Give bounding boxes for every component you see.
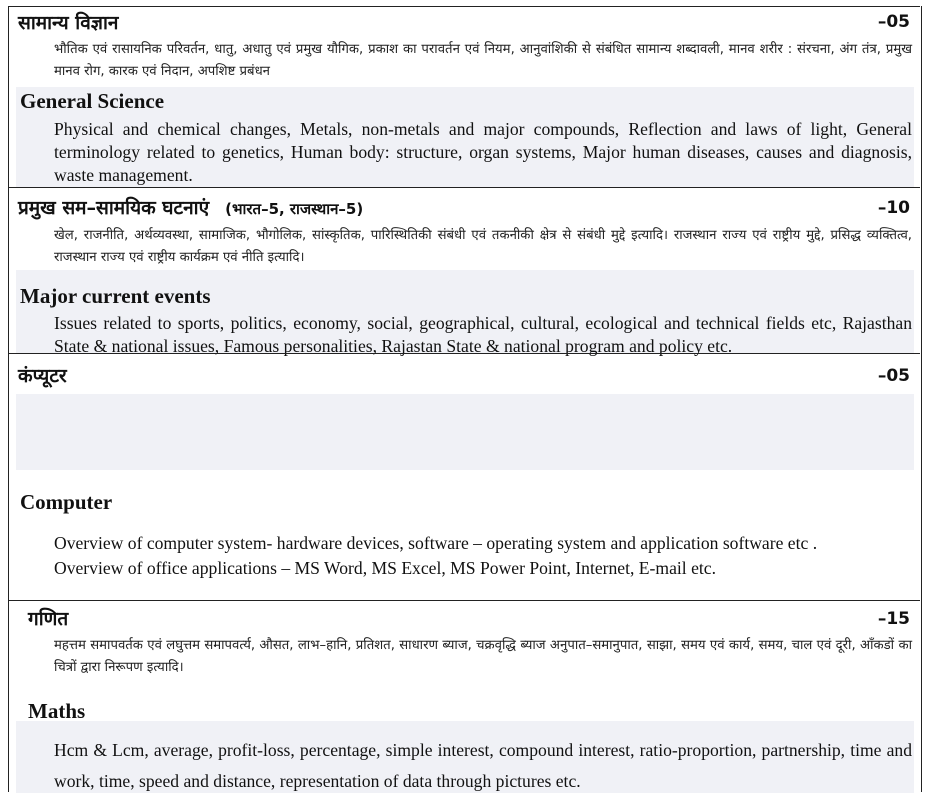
english-title: Major current events (20, 284, 211, 308)
hindi-title: कंप्यूटर (18, 365, 67, 387)
hindi-title: सामान्य विज्ञान (18, 12, 119, 34)
hindi-title-line (18, 194, 363, 220)
hindi-subtitle: (भारत–5, राजस्थान–5) (225, 200, 364, 218)
english-line-2: Overview of office applications – MS Word, MS Excel, MS Power Point, Internet, E-mail etc. (54, 558, 716, 578)
section-computer (8, 353, 920, 600)
hindi-description: खेल, राजनीति, अर्थव्यवस्था, सामाजिक, भौगोलिक, सांस्कृतिक, पारिस्थितिकी संबंधी एवं तकनीकी क्षेत्र से संबंधी मुद्दे इत्यादि। राजस्थान राज्य एवं राष्ट्रीय मुद्दे, प्रसिद्ध व्यक्तित्व, राजस्थान राज्य एवं राष्ट्रीय कार्यक्रम एवं नीति इत्यादि। (54, 228, 912, 265)
english-description: Hcm & Lcm, average, profit-loss, percentage, simple interest, compound interest, ratio-proportion, partnership, time and work, time, speed and distance, representation of data through pictures etc. (54, 740, 912, 791)
marks: –05 (877, 12, 910, 32)
english-title: Maths (28, 699, 86, 723)
hindi-description: महत्तम समापवर्तक एवं लघुत्तम समापवर्त्य, औसत, लाभ–हानि, प्रतिशत, साधारण ब्याज, चक्रवृद्धि ब्याज अनुपात–समानुपात, साझा, समय एवं कार्य, समय, चाल एवं दूरी, आँकडों का चित्रों द्वारा निरूपण इत्यादि। (54, 638, 912, 675)
marks: –15 (877, 609, 910, 629)
hindi-title: प्रमुख सम–सामयिक घटनाएं (18, 197, 210, 219)
english-description: Issues related to sports, politics, economy, social, geographical, cultural, ecological and technical fields etc, Rajasthan State & national issues, Famous personalities, Rajastan State & national program and policy etc. (54, 313, 912, 356)
section-current-events (8, 187, 920, 356)
section-maths (8, 600, 920, 792)
hindi-description: भौतिक एवं रासायनिक परिवर्तन, धातु, अधातु एवं प्रमुख यौगिक, प्रकाश का परावर्तन एवं नियम, आनुवांशिकी से संबंधित सामान्य शब्दावली, मानव शरीर : संरचना, अंग तंत्र, प्रमुख मानव रोग, कारक एवं निदान, अपशिष्ट प्रबंधन (54, 42, 912, 79)
hindi-title: गणित (28, 608, 69, 630)
marks: –10 (877, 198, 910, 218)
english-description: Physical and chemical changes, Metals, non-metals and major compounds, Reflection and laws of light, General terminology related to genetics, Human body: structure, organ systems, Major human diseases, causes and diagnosis, waste management. (54, 119, 912, 185)
english-line-1: Overview of computer system- hardware devices, software – operating system and application software etc . (54, 533, 818, 553)
marks: –05 (877, 366, 910, 386)
section-general-science (8, 6, 920, 187)
english-title: Computer (20, 490, 113, 514)
english-title: General Science (20, 89, 165, 113)
english-band (16, 394, 914, 470)
